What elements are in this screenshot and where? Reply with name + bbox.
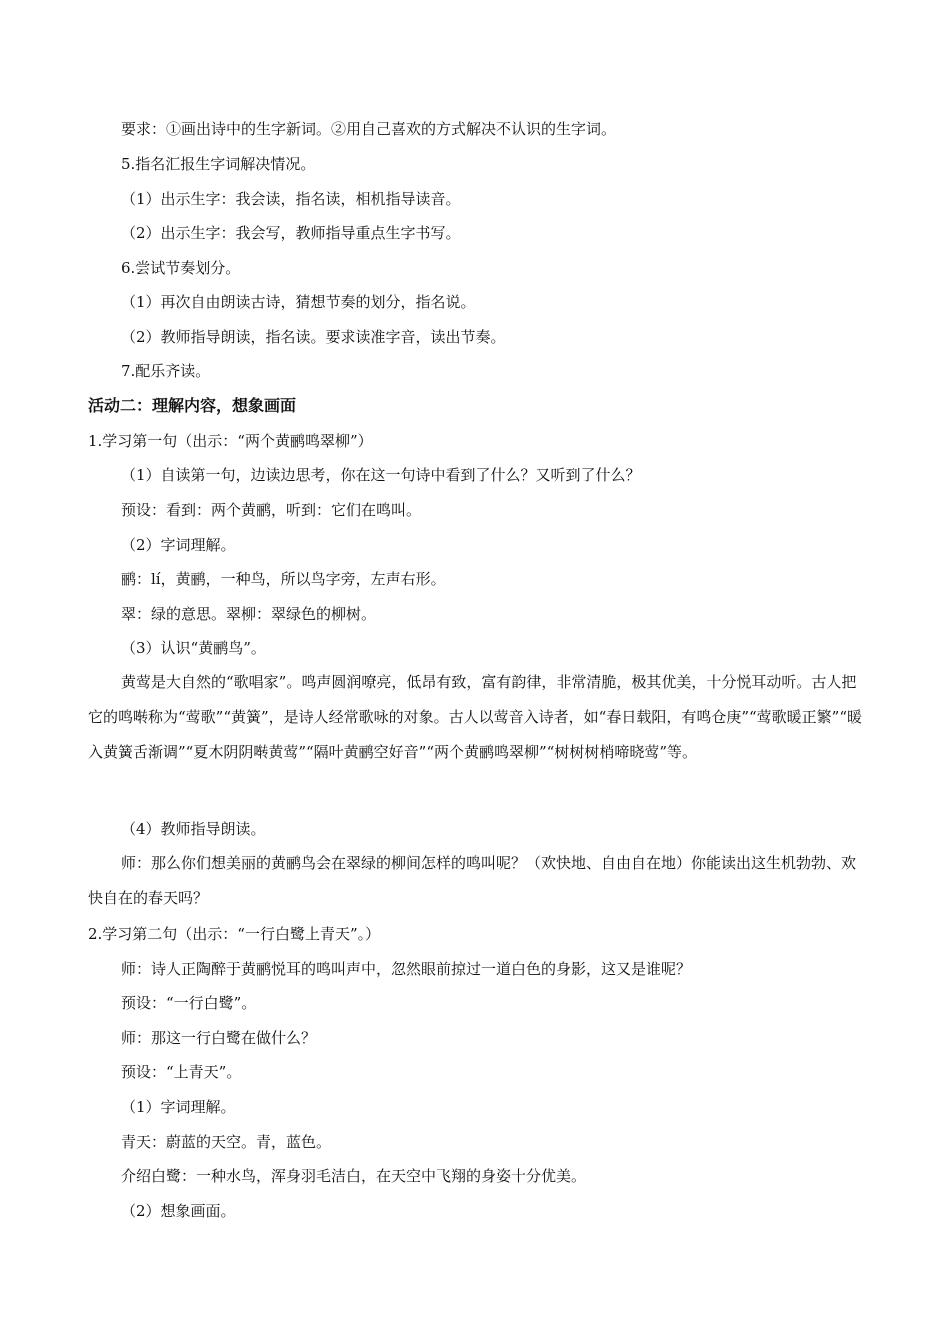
text-line: 翠：绿的意思。翠柳：翠绿色的柳树。	[121, 605, 377, 623]
text-line: 青天：蔚蓝的天空。青，蓝色。	[121, 1133, 332, 1151]
text-line: （2）字词理解。	[121, 536, 236, 554]
part-title: 1.学习第一句（出示：“两个黄鹂鸣翠柳”）	[88, 432, 373, 450]
text-line: 预设：“上青天”。	[121, 1063, 242, 1081]
text-line: 介绍白鹭：一种水鸟，浑身羽毛洁白，在天空中飞翔的身姿十分优美。	[121, 1167, 587, 1185]
text-line: 7.配乐齐读。	[121, 362, 211, 380]
part-title: 2.学习第二句（出示：“一行白鹭上青天”。）	[88, 925, 381, 943]
text-line: （1）自读第一句，边读边思考，你在这一句诗中看到了什么？又听到了什么？	[121, 466, 641, 484]
text-line: （4）教师指导朗读。	[121, 820, 266, 838]
paragraph: 黄莺是大自然的“歌唱家”。鸣声圆润嘹亮，低昂有致，富有韵律，非常清脆，极其优美，十分悦耳动听。古人把它的鸣啭称为“莺歌”“黄簧”，是诗人经常歌咏的对象。古人以莺音入诗者，如“春日载阳，有鸣仓庚”“莺歌暖正繁”“暖入黄簧舌渐调”“夏木阴阴啭黄莺”“隔叶黄鹂空好音”“两个黄鹂鸣翠柳”“树树树梢啼晓莺”等。	[88, 673, 863, 761]
text-line: 5.指名汇报生字词解决情况。	[121, 155, 316, 173]
text-line: 要求：①画出诗中的生字新词。②用自己喜欢的方式解决不认识的生字词。	[121, 120, 617, 138]
text-line: （2）教师指导朗读，指名读。要求读准字音，读出节奏。	[121, 328, 506, 346]
text-line: 6.尝试节奏划分。	[121, 259, 241, 277]
text-line: 师：诗人正陶醉于黄鹂悦耳的鸣叫声中，忽然眼前掠过一道白色的身影，这又是谁呢？	[121, 960, 692, 978]
text-line: （1）出示生字：我会读，指名读，相机指导读音。	[121, 190, 461, 208]
text-line: 鹂：lí，黄鹂，一种鸟，所以鸟字旁，左声右形。	[121, 570, 446, 588]
text-line: （1）字词理解。	[121, 1098, 236, 1116]
section-heading: 活动二：理解内容，想象画面	[88, 396, 297, 415]
text-line: 预设：看到：两个黄鹂，听到：它们在鸣叫。	[121, 501, 422, 519]
text-line: 师：那这一行白鹭在做什么？	[121, 1029, 317, 1047]
text-line: （2）想象画面。	[121, 1202, 236, 1220]
text-line: （2）出示生字：我会写，教师指导重点生字书写。	[121, 224, 461, 242]
paragraph: 师：那么你们想美丽的黄鹂鸟会在翠绿的柳间怎样的鸣叫呢？（欢快地、自由自在地）你能读出这生机勃勃、欢快自在的春天吗？	[88, 854, 857, 907]
text-line: （1）再次自由朗读古诗，猜想节奏的划分，指名说。	[121, 293, 476, 311]
text-line: 预设：“一行白鹭”。	[121, 994, 257, 1012]
text-line: （3）认识“黄鹂鸟”。	[121, 639, 266, 657]
